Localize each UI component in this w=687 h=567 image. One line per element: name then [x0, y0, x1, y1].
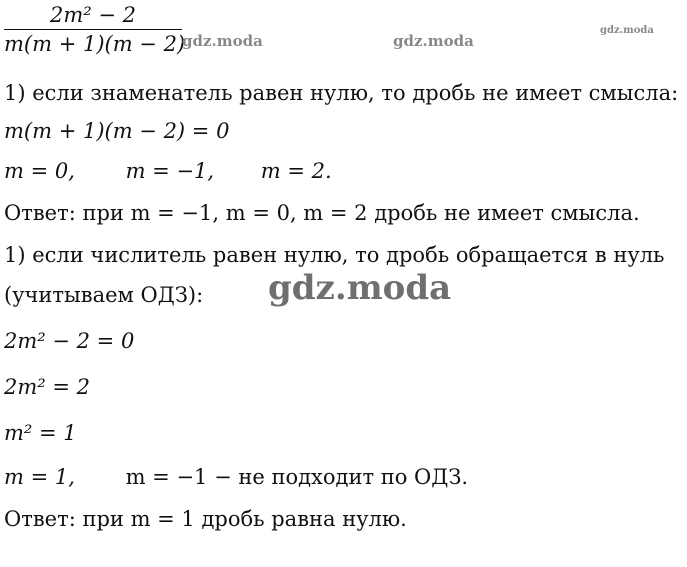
domain-note: (учитываем ОДЗ):: [4, 283, 204, 307]
condition-numerator: 1) если числитель равен нулю, то дробь обращается в нуль: [4, 243, 665, 267]
watermark: gdz.moda: [393, 32, 474, 50]
answer-undefined: Ответ: при m = −1, m = 0, m = 2 дробь не имеет смысла.: [4, 201, 640, 225]
root-1: m = 0,: [4, 159, 75, 183]
condition-denominator: 1) если знаменатель равен нулю, то дробь не имеет смысла:: [4, 81, 679, 105]
fraction-expression: [4, 2, 186, 57]
equation-step-2: m² = 1: [4, 421, 77, 445]
equation-step-1: 2m² = 2: [4, 375, 90, 399]
root-valid: m = 1,: [4, 465, 75, 489]
equation-numerator: 2m² − 2 = 0: [4, 329, 135, 353]
root-2: m = −1,: [125, 159, 215, 183]
watermark: gdz.moda: [600, 25, 654, 36]
answer-zero: Ответ: при m = 1 дробь равна нулю.: [4, 507, 407, 531]
roots-numerator: [4, 464, 468, 490]
root-3: m = 2.: [260, 159, 332, 183]
roots-denominator: [4, 158, 332, 184]
fraction-bar: [4, 29, 182, 30]
fraction-denominator: m(m + 1)(m − 2): [4, 32, 186, 56]
root-rejected: m = −1 − не подходит по ОДЗ.: [125, 465, 469, 489]
watermark: gdz.moda: [268, 268, 452, 308]
equation-denominator: m(m + 1)(m − 2) = 0: [4, 119, 230, 143]
watermark: gdz.moda: [182, 32, 263, 50]
fraction-numerator: 2m² − 2: [50, 3, 136, 27]
